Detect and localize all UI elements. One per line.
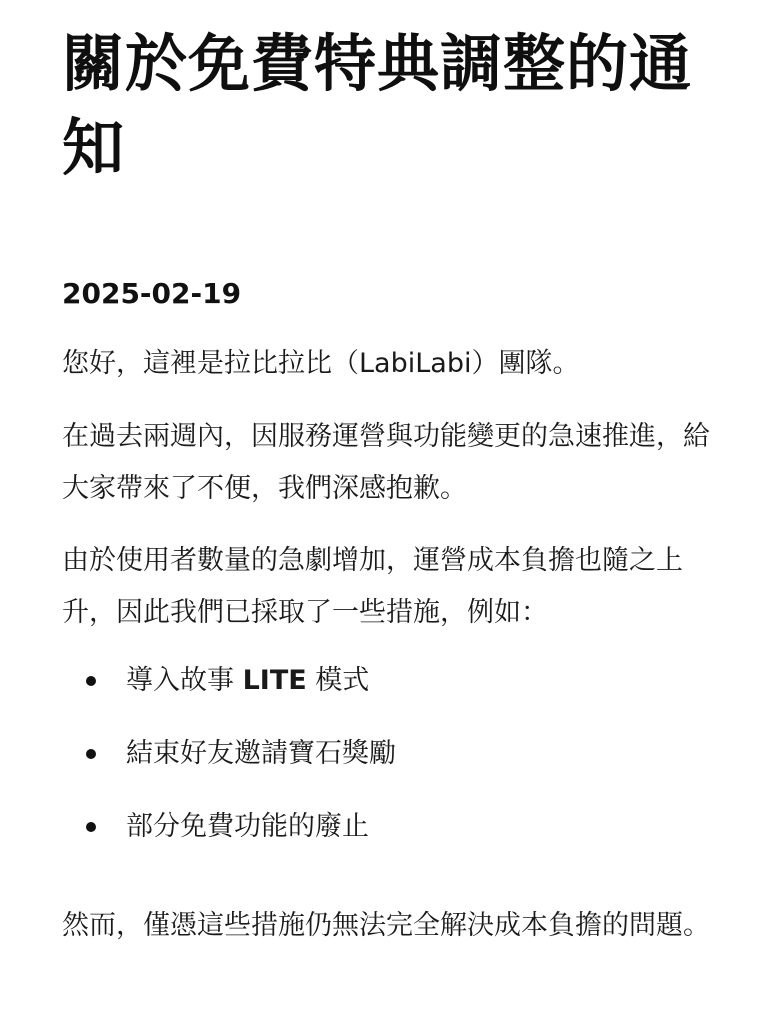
publish-date: 2025-02-19 [62,277,242,310]
measure-text: 結束好友邀請寶石獎勵 [126,738,396,769]
measures-list [62,661,712,847]
cost-intro-paragraph: 由於使用者數量的急劇增加，運營成本負擔也隨之上升，因此我們已採取了一些措施，例如： [62,545,683,628]
bullet-dot-icon [86,822,96,832]
apology-paragraph: 在過去兩週內，因服務運營與功能變更的急速推進，給大家帶來了不便，我們深感抱歉。 [62,421,710,504]
list-item [62,734,712,774]
measure-text-bold: LITE [242,665,307,696]
greeting-paragraph: 您好，這裡是拉比拉比（LabiLabi）團隊。 [62,348,580,379]
conclusion-paragraph: 然而，僅憑這些措施仍無法完全解決成本負擔的問題。 [62,910,710,941]
page-title: 關於免費特典調整的通知 [62,27,693,184]
bullet-dot-icon [86,676,96,686]
measure-text-suffix: 模式 [306,665,370,696]
measure-text: 部分免費功能的廢止 [126,811,369,842]
measure-text: 導入故事 [126,665,243,696]
bullet-dot-icon [86,749,96,759]
notice-article [62,22,712,952]
list-item [62,807,712,847]
list-item [62,661,712,701]
